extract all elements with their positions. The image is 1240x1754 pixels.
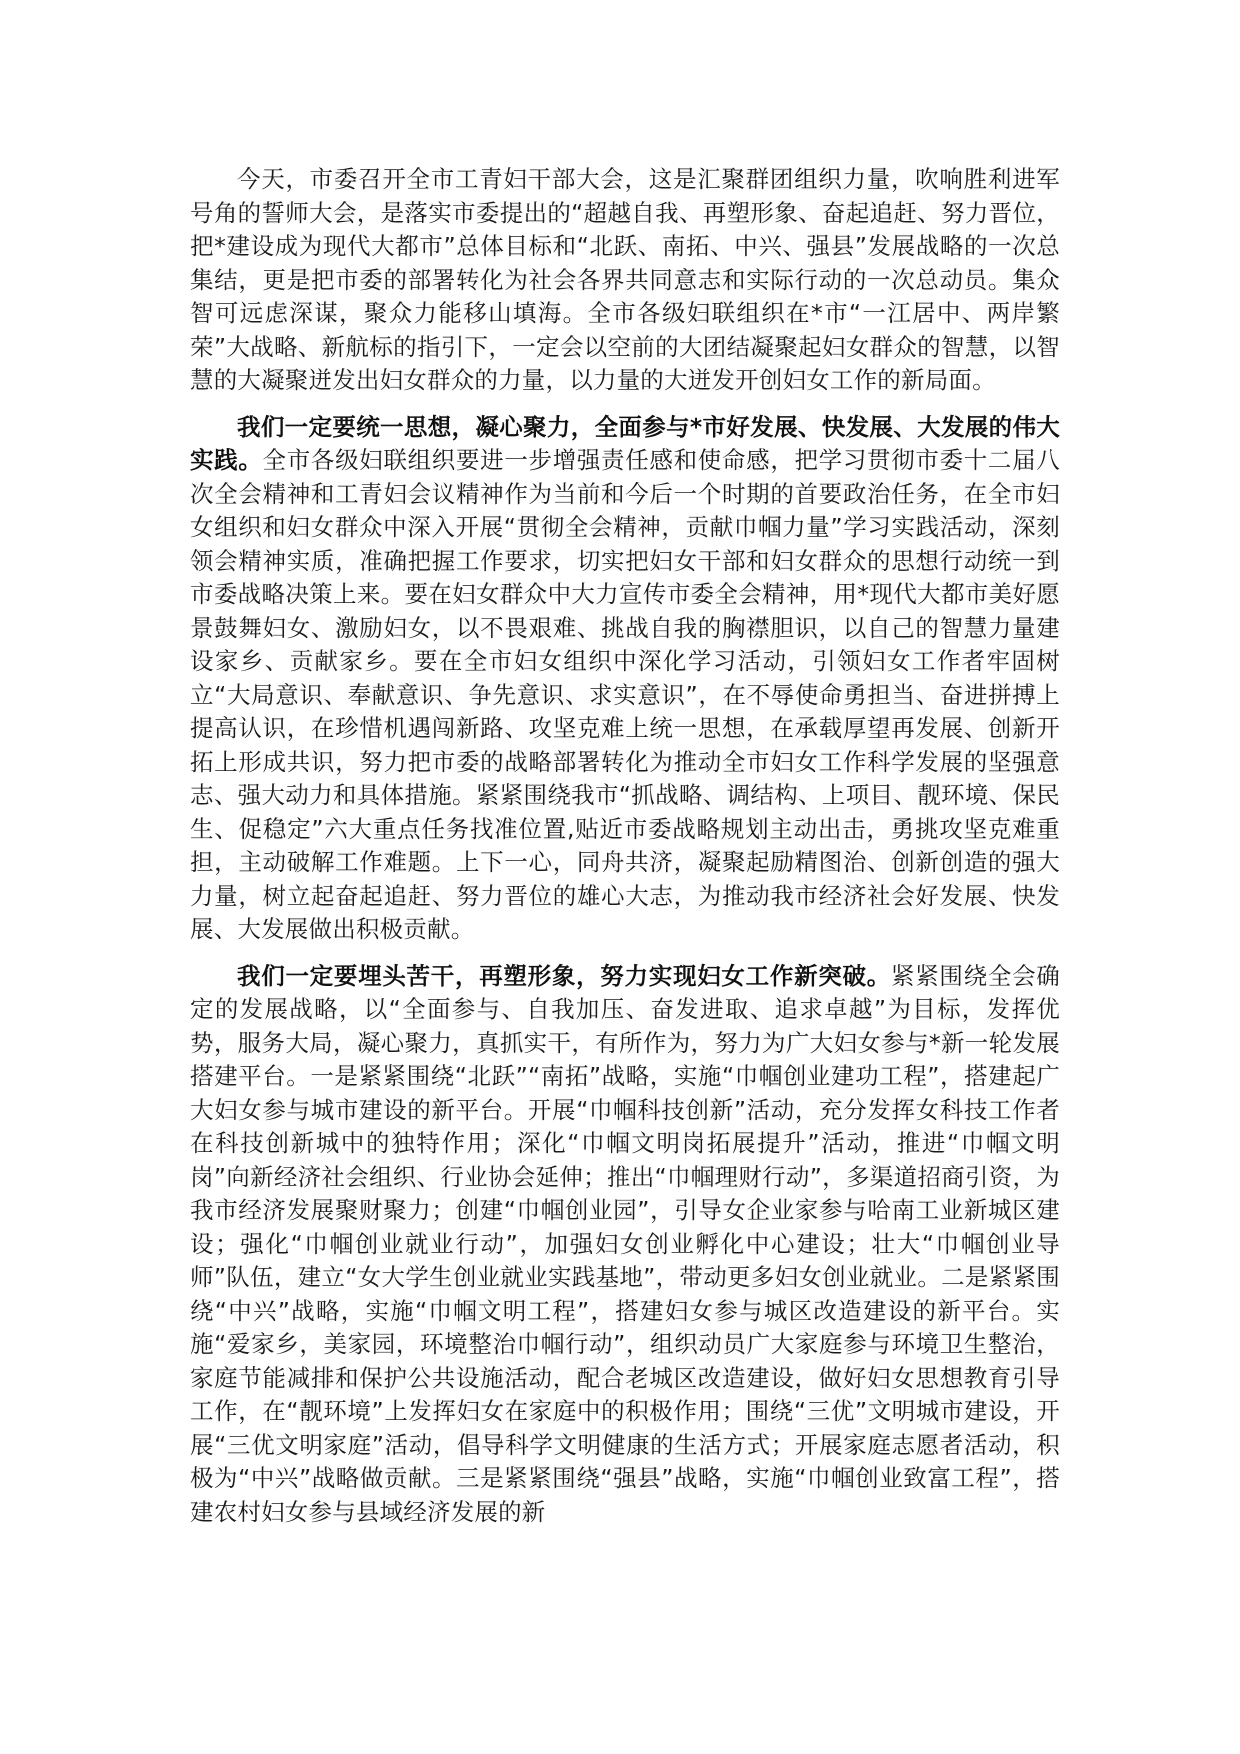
paragraph-3-lead: 我们一定要埋头苦干，再塑形象，努力实现妇女工作新突破。: [237, 961, 891, 990]
paragraph-3: [190, 960, 1060, 1530]
paragraph-3-body: 紧紧围绕全会确定的发展战略，以“全面参与、自我加压、奋发进取、追求卓越”为目标，发挥优势，服务大局，凝心聚力，真抓实干，有所作为，努力为广大妇女参与*新一轮发展搭建平台。一是紧紧围绕“北跃”“南拓”战略，实施“巾帼创业建功工程”，搭建起广大妇女参与城市建设的新平台。开展“巾帼科技创新”活动，充分发挥女科技工作者在科技创新城中的独特作用；深化“巾帼文明岗拓展提升”活动，推进“巾帼文明岗”向新经济社会组织、行业协会延伸；推出“巾帼理财行动”，多渠道招商引资，为我市经济发展聚财聚力；创建“巾帼创业园”，引导女企业家参与哈南工业新城区建设；强化“巾帼创业就业行动”，加强妇女创业孵化中心建设；壮大“巾帼创业导师”队伍，建立“女大学生创业就业实践基地”，带动更多妇女创业就业。二是紧紧围绕“中兴”战略，实施“巾帼文明工程”，搭建妇女参与城区改造建设的新平台。实施“爱家乡，美家园，环境整治巾帼行动”，组织动员广大家庭参与环境卫生整治，家庭节能减排和保护公共设施活动，配合老城区改造建设，做好妇女思想教育引导工作，在“靓环境”上发挥妇女在家庭中的积极作用；围绕“三优”文明城市建设，开展“三优文明家庭”活动，倡导科学文明健康的生活方式；开展家庭志愿者活动，积极为“中兴”战略做贡献。三是紧紧围绕“强县”战略，实施“巾帼创业致富工程”，搭建农村妇女参与县域经济发展的新: [190, 961, 1060, 1526]
paragraph-2-body: 全市各级妇联组织要进一步增强责任感和使命感，把学习贯彻市委十二届八次全会精神和工青妇会议精神作为当前和今后一个时期的首要政治任务，在全市妇女组织和妇女群众中深入开展“贯彻全会精神，贡献巾帼力量”学习实践活动，深刻领会精神实质，准确把握工作要求，切实把妇女干部和妇女群众的思想行动统一到市委战略决策上来。要在妇女群众中大力宣传市委全会精神，用*现代大都市美好愿景鼓舞妇女、激励妇女，以不畏艰难、挑战自我的胸襟胆识，以自己的智慧力量建设家乡、贡献家乡。要在全市妇女组织中深化学习活动，引领妇女工作者牢固树立“大局意识、奉献意识、争先意识、求实意识”，在不辱使命勇担当、奋进拼搏上提高认识，在珍惜机遇闯新路、攻坚克难上统一思想，在承载厚望再发展、创新开拓上形成共识，努力把市委的战略部署转化为推动全市妇女工作科学发展的坚强意志、强大动力和具体措施。紧紧围绕我市“抓战略、调结构、上项目、靓环境、保民生、促稳定”六大重点任务找准位置,贴近市委战略规划主动出击，勇挑攻坚克难重担，主动破解工作难题。上下一心，同舟共济，凝聚起励精图治、创新创造的强大力量，树立起奋起追赶、努力晋位的雄心大志，为推动我市经济社会好发展、快发展、大发展做出积极贡献。: [190, 446, 1060, 943]
document-body: [190, 163, 1060, 1542]
paragraph-1-body: 今天，市委召开全市工青妇干部大会，这是汇聚群团组织力量，吹响胜利进军号角的誓师大会，是落实市委提出的“超越自我、再塑形象、奋起追赶、努力晋位，把*建设成为现代大都市”总体目标和“北跃、南拓、中兴、强县”发展战略的一次总集结，更是把市委的部署转化为社会各界共同意志和实际行动的一次总动员。集众智可远虑深谋，聚众力能移山填海。全市各级妇联组织在*市“一江居中、两岸繁荣”大战略、新航标的指引下，一定会以空前的大团结凝聚起妇女群众的智慧，以智慧的大凝聚迸发出妇女群众的力量，以力量的大迸发开创妇女工作的新局面。: [190, 165, 1060, 394]
paragraph-2: [190, 411, 1060, 947]
paragraph-2-lead: 我们一定要统一思想，凝心聚力，全面参与*市好发展、快发展、大发展的伟大实践。: [190, 412, 1060, 474]
paragraph-1: [190, 163, 1060, 398]
